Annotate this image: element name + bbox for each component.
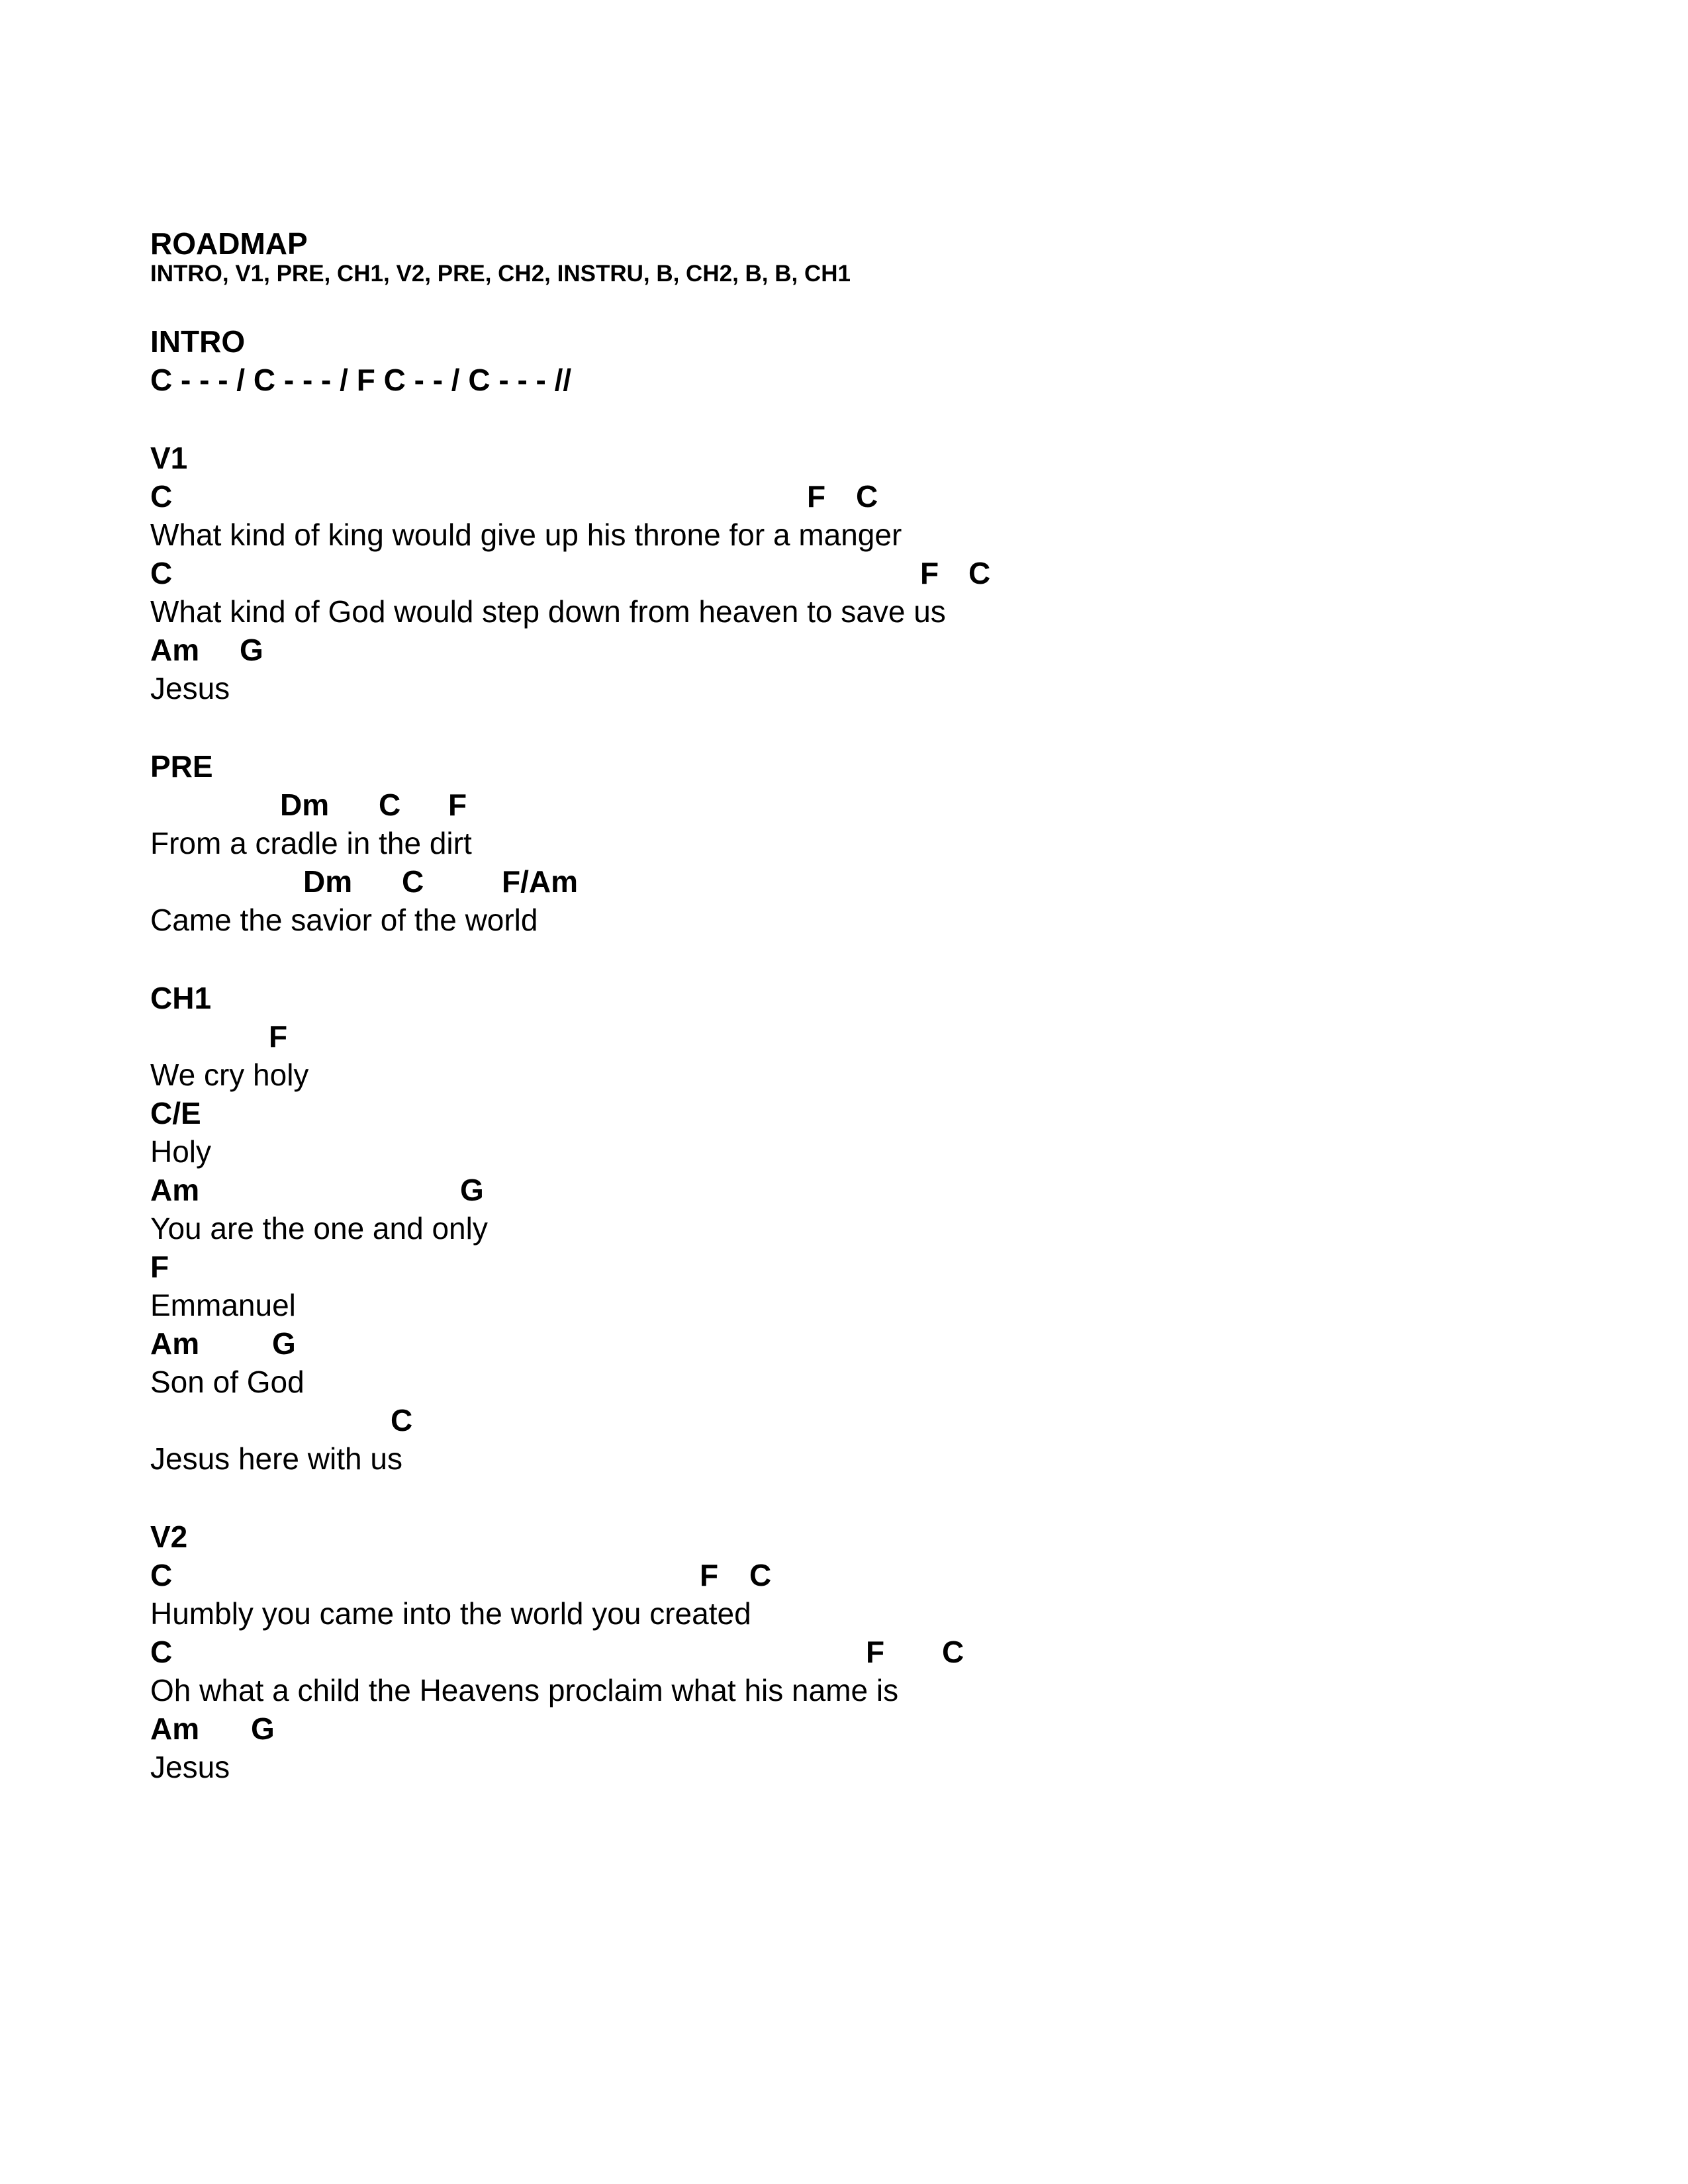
- lyric-line: Jesus: [150, 671, 230, 705]
- lyric-line: What kind of God would step down from heaven to save us: [150, 594, 946, 629]
- chord-line: [150, 1709, 1589, 1748]
- chord-line: [150, 862, 1589, 901]
- chord-line: [150, 1324, 1589, 1363]
- chord: Am: [150, 1326, 200, 1361]
- lyric-line: We cry holy: [150, 1058, 309, 1092]
- roadmap-sequence: INTRO, V1, PRE, CH1, V2, PRE, CH2, INSTRU, B, CH2, B, B, CH1: [150, 261, 851, 287]
- chord: F: [150, 1250, 169, 1284]
- chord-line: [150, 786, 1589, 824]
- chord: F: [448, 788, 467, 822]
- chord: F: [920, 556, 939, 590]
- chord-line: [150, 477, 1589, 516]
- song-sections: [150, 322, 1589, 1786]
- chord-line: [150, 1248, 1589, 1286]
- chord: C/E: [150, 1096, 201, 1130]
- chord: G: [240, 633, 263, 667]
- chord: C: [379, 788, 401, 822]
- lyric-line: You are the one and only: [150, 1211, 488, 1246]
- chord-line: [150, 554, 1589, 592]
- lyric-line: Oh what a child the Heavens proclaim what his name is: [150, 1673, 899, 1707]
- chord-line: [150, 631, 1589, 669]
- chord: F: [269, 1019, 288, 1054]
- lyric-line: Jesus: [150, 1750, 230, 1784]
- section-heading: V1: [150, 441, 188, 475]
- roadmap-block: [150, 228, 1589, 289]
- chord-line: [150, 1017, 1589, 1056]
- chord-line: [150, 361, 1589, 399]
- chord: C: [402, 864, 424, 899]
- chord: G: [272, 1326, 296, 1361]
- chord: F: [807, 479, 826, 514]
- chord: C: [749, 1558, 772, 1592]
- chord-line: [150, 1556, 1589, 1594]
- chord: C: [150, 556, 173, 590]
- section-heading: INTRO: [150, 324, 246, 359]
- chord: C: [150, 1635, 173, 1669]
- chord: F: [866, 1635, 885, 1669]
- lyric-line: Humbly you came into the world you created: [150, 1596, 751, 1631]
- roadmap-title: ROADMAP: [150, 226, 308, 261]
- lyric-line: Jesus here with us: [150, 1441, 402, 1476]
- lyric-line: Son of God: [150, 1365, 305, 1399]
- chord: C: [856, 479, 878, 514]
- chord: C: [968, 556, 991, 590]
- chord: G: [460, 1173, 484, 1207]
- section-v1: [150, 439, 1589, 707]
- chord: G: [251, 1711, 275, 1746]
- chord: F/Am: [502, 864, 578, 899]
- chord: F: [700, 1558, 719, 1592]
- lyric-line: Came the savior of the world: [150, 903, 538, 937]
- lyric-line: From a cradle in the dirt: [150, 826, 472, 860]
- chord: Am: [150, 633, 200, 667]
- chord-line: [150, 1171, 1589, 1209]
- chord: C: [150, 479, 173, 514]
- section-pre: [150, 747, 1589, 939]
- section-intro: [150, 322, 1589, 399]
- lyric-line: Holy: [150, 1134, 212, 1169]
- lyric-line: What kind of king would give up his throne for a manger: [150, 518, 902, 552]
- chord: Dm: [280, 788, 330, 822]
- chord: Am: [150, 1173, 200, 1207]
- lyric-line: Emmanuel: [150, 1288, 296, 1322]
- chord: C: [942, 1635, 964, 1669]
- chord-line: [150, 1401, 1589, 1439]
- section-heading: V2: [150, 1520, 188, 1554]
- chord: Dm: [303, 864, 353, 899]
- section-ch1: [150, 979, 1589, 1478]
- chord: Am: [150, 1711, 200, 1746]
- chord: C - - - / C - - - / F C - - / C - - - //: [150, 363, 572, 397]
- section-heading: PRE: [150, 749, 213, 784]
- chord-line: [150, 1094, 1589, 1132]
- chord-line: [150, 1633, 1589, 1671]
- chord: C: [391, 1403, 413, 1437]
- section-v2: [150, 1518, 1589, 1786]
- chord: C: [150, 1558, 173, 1592]
- section-heading: CH1: [150, 981, 212, 1015]
